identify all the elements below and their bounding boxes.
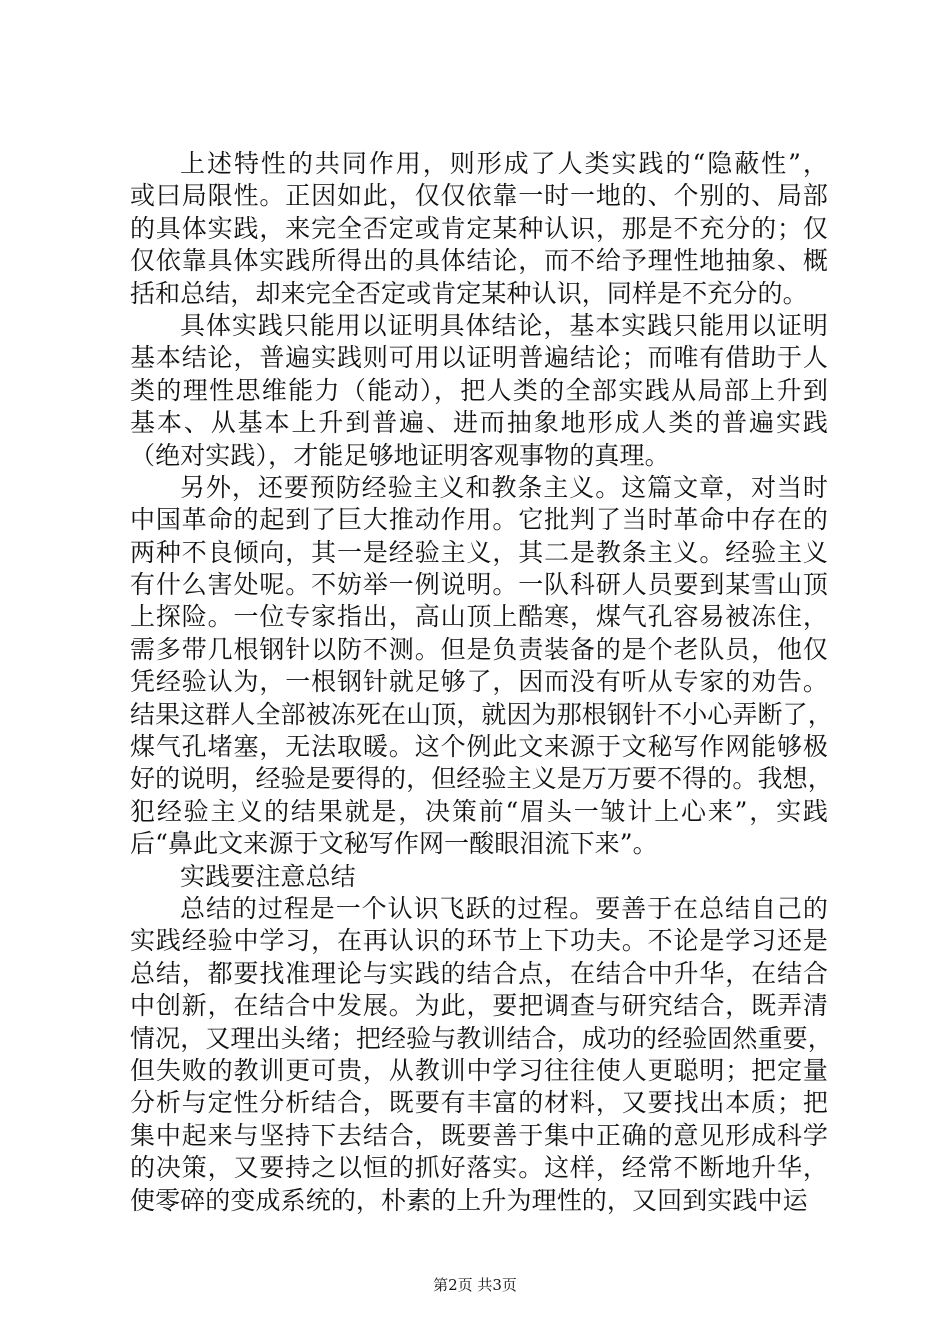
paragraph-line: 或曰局限性。正因如此，仅仅依靠一时一地的、个别的、局部 [130,181,828,211]
paragraph-line: 情况，又理出头绪；把经验与教训结合，成功的经验固然重要， [130,1023,833,1053]
paragraph-line: 但失败的教训更可贵，从教训中学习往往使人更聪明；把定量 [130,1055,828,1085]
paragraph-line: 分析与定性分析结合，既要有丰富的材料，又要找出本质；把 [130,1088,828,1118]
paragraph-line: 有什么害处呢。不妨举一例说明。一队科研人员要到某雪山顶 [130,570,828,600]
paragraph-line: 使零碎的变成系统的，朴素的上升为理性的，又回到实践中运 [130,1185,808,1215]
paragraph-line: 凭经验认为，一根钢针就足够了，因而没有听从专家的劝告。 [130,667,828,697]
paragraph-line: 两种不良倾向，其一是经验主义，其二是教条主义。经验主义 [130,537,828,567]
paragraph-line: （绝对实践），才能足够地证明客观事物的真理。 [130,440,670,470]
paragraph-line: 的具体实践，来完全否定或肯定某种认识，那是不充分的；仅 [130,213,828,243]
paragraph-first-line: 总结的过程是一个认识飞跃的过程。要善于在总结自己的 [180,893,828,923]
paragraph-line: 好的说明，经验是要得的，但经验主义是万万要不得的。我想， [130,764,833,794]
paragraph-first-line: 具体实践只能用以证明具体结论，基本实践只能用以证明 [180,310,828,340]
paragraph-line: 犯经验主义的结果就是，决策前“眉头一皱计上心来”，实践 [130,796,828,826]
paragraph-line: 基本结论，普遍实践则可用以证明普遍结论；而唯有借助于人 [130,343,828,373]
paragraph-line: 结果这群人全部被冻死在山顶，就因为那根钢针不小心弄断了， [130,699,833,729]
paragraph-line: 需多带几根钢针以防不测。但是负责装备的是个老队员，他仅 [130,634,828,664]
paragraph-line: 类的理性思维能力（能动），把人类的全部实践从局部上升到 [130,375,828,405]
paragraph-line: 仅依靠具体实践所得出的具体结论，而不给予理性地抽象、概 [130,246,828,276]
paragraph-line: 总结，都要找准理论与实践的结合点，在结合中升华，在结合 [130,958,828,988]
paragraph-line: 的决策，又要持之以恒的抓好落实。这样，经常不断地升华， [130,1153,828,1183]
paragraph-line: 实践经验中学习，在再认识的环节上下功夫。不论是学习还是 [130,926,828,956]
paragraph-first-line: 上述特性的共同作用，则形成了人类实践的“隐蔽性”， [180,149,828,178]
paragraph-line: 中国革命的起到了巨大推动作用。它批判了当时革命中存在的 [130,505,828,535]
paragraph-line: 基本、从基本上升到普遍、进而抽象地形成人类的普遍实践 [130,408,828,438]
page-footer: 第2页 共3页 [433,1276,517,1294]
paragraph-first-line: 实践要注意总结 [180,861,356,891]
paragraph-line: 上探险。一位专家指出，高山顶上酷寒，煤气孔容易被冻住， [130,602,828,632]
paragraph-line: 后“鼻此文来源于文秘写作网一酸眼泪流下来”。 [130,829,658,859]
paragraph-first-line: 另外，还要预防经验主义和教条主义。这篇文章，对当时 [180,472,828,502]
paragraph-line: 煤气孔堵塞，无法取暖。这个例此文来源于文秘写作网能够极 [130,732,828,762]
paragraph-line: 括和总结，却来完全否定或肯定某种认识，同样是不充分的。 [130,278,808,308]
paragraph-line: 集中起来与坚持下去结合，既要善于集中正确的意见形成科学 [130,1120,828,1150]
paragraph-line: 中创新，在结合中发展。为此，要把调查与研究结合，既弄清 [130,991,828,1021]
body-text [130,148,833,1217]
